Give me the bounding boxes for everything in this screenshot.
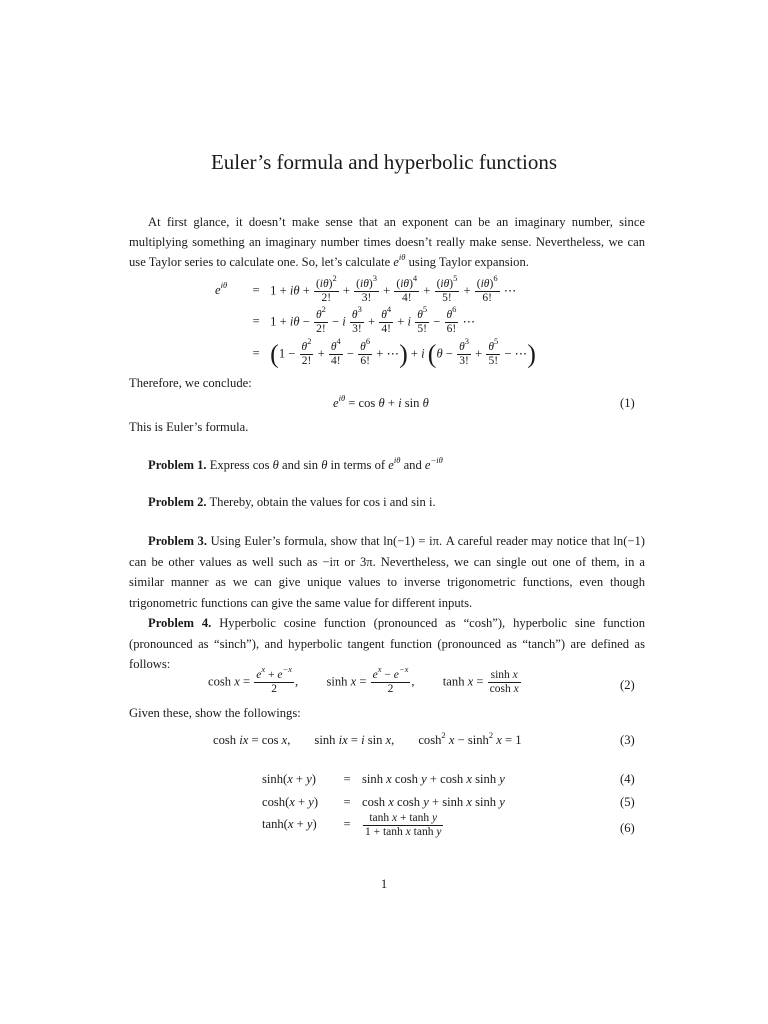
conclude-text: Therefore, we conclude:: [129, 376, 252, 390]
intro-text: At first glance, it doesn’t make sense that an exponent can be an imaginary number, since multiplying something an imaginary number times doesn’t really make sense. Nevertheless, we can use Taylor series to calculate one. So, let’s calculate: [129, 215, 645, 269]
given-text: Given these, show the followings:: [129, 706, 301, 720]
taylor-row-1: $e^{i\theta} = 1 + i\theta$ + $\frac{(i\theta)^2}{2!}$ + $\frac{(i\theta)^3}{3!}$ + $\frac{(i\theta)^4}{4!}$ + $\frac{(i\theta)^5}{5!}$ + $\frac{(i\theta)^6}{6!}$ ⋯: [215, 273, 517, 304]
hyperbolic-definitions: cosh x = $\frac{e^x + e^{-x}}{2}$ , sinh x = $\frac{e^x - e^{-x}}{2}$ , tanh x = $\frac{\text{sinh x}}{\text{cosh x}}$: [208, 664, 519, 695]
problem-4: [129, 613, 645, 675]
taylor-row-3: = (1 − $\frac{\theta^2}{2!}$ + $\frac{\theta^4}{4!}$ − $\frac{\theta^6}{6!}$ + ⋯) + i (θ − $\frac{\theta^3}{3!}$ + $\frac{\theta^5}{5!}$ − ⋯): [252, 336, 536, 369]
paper-title: Euler’s formula and hyperbolic functions: [210, 150, 558, 174]
math-e-itheta: $e^{i\theta}$: [393, 252, 406, 269]
taylor-row-2: = 1 + iθ − $\frac{\theta^2}{2!}$ − i $\frac{\theta^3}{3!}$ + $\frac{\theta^4}{4!}$ + i $\frac{\theta^5}{5!}$ − $\frac{\theta^6}{6!}$ ⋯: [252, 304, 476, 335]
problem-1-label: Problem 1.: [148, 458, 207, 472]
addition-tanh: tanh(x + y) = $\frac{\text{tanh x + tanh y}}{\text{1 + tanh x tanh y}}$: [262, 812, 442, 838]
problem-1-text-c: in terms of: [330, 458, 386, 472]
problem-3: [129, 531, 645, 613]
problem-1: Problem 1. Express cos θ and sin θ in terms of $e^{i\theta}$ and $e^{-i\theta}$: [148, 455, 443, 472]
problem-2-text: Thereby, obtain the values for cos i and sin i.: [209, 495, 436, 509]
equation-number-6: (6): [620, 821, 635, 835]
addition-cosh: cosh(x + y) = cosh x cosh y + sinh x sinh y: [262, 795, 505, 809]
euler-equation: $e^{i\theta} = \cos \theta + i$ sin θ: [333, 393, 429, 410]
problem-4-label: Problem 4.: [148, 616, 212, 630]
problem-3-text: Using Euler’s formula, show that ln(−1) = iπ. A careful reader may notice that ln(−1) can be other values as well such as −iπ or 3π. Nevertheless, we can single out one of them, in a similar manner as we can give unique values to inverse trigonometric functions, even though trigonometric functions can give the same value for different inputs.: [129, 534, 645, 610]
problem-1-text-a: Express: [209, 458, 250, 472]
problem-4-text: Hyperbolic cosine function (pronounced as “cosh”), hyperbolic sine function (pronounced as “sinch”), and hyperbolic tangent function (pronounced as “tanch”) are defined as follows:: [129, 616, 645, 671]
equation-number-4: (4): [620, 772, 635, 786]
problem-3-label: Problem 3.: [148, 534, 207, 548]
equation-number-1: (1): [620, 396, 635, 410]
problem-1-text-d: and: [403, 458, 422, 472]
euler-note: This is Euler’s formula.: [129, 420, 249, 434]
problem-2: [148, 495, 436, 510]
page-number: 1: [380, 877, 388, 891]
problem-1-text-b: and: [282, 458, 301, 472]
problem-2-label: Problem 2.: [148, 495, 207, 509]
equation-number-5: (5): [620, 795, 635, 809]
intro-tail: using Taylor expansion.: [408, 255, 529, 269]
addition-sinh: sinh(x + y) = sinh x cosh y + cosh x sinh y: [262, 772, 505, 786]
equation-number-2: (2): [620, 678, 635, 692]
identities-row: cosh ix = cos x, sinh ix = i sin x, $\cosh^2 x - \sinh^2 x = 1$: [213, 730, 522, 747]
equation-number-3: (3): [620, 733, 635, 747]
intro-paragraph: [129, 212, 645, 272]
